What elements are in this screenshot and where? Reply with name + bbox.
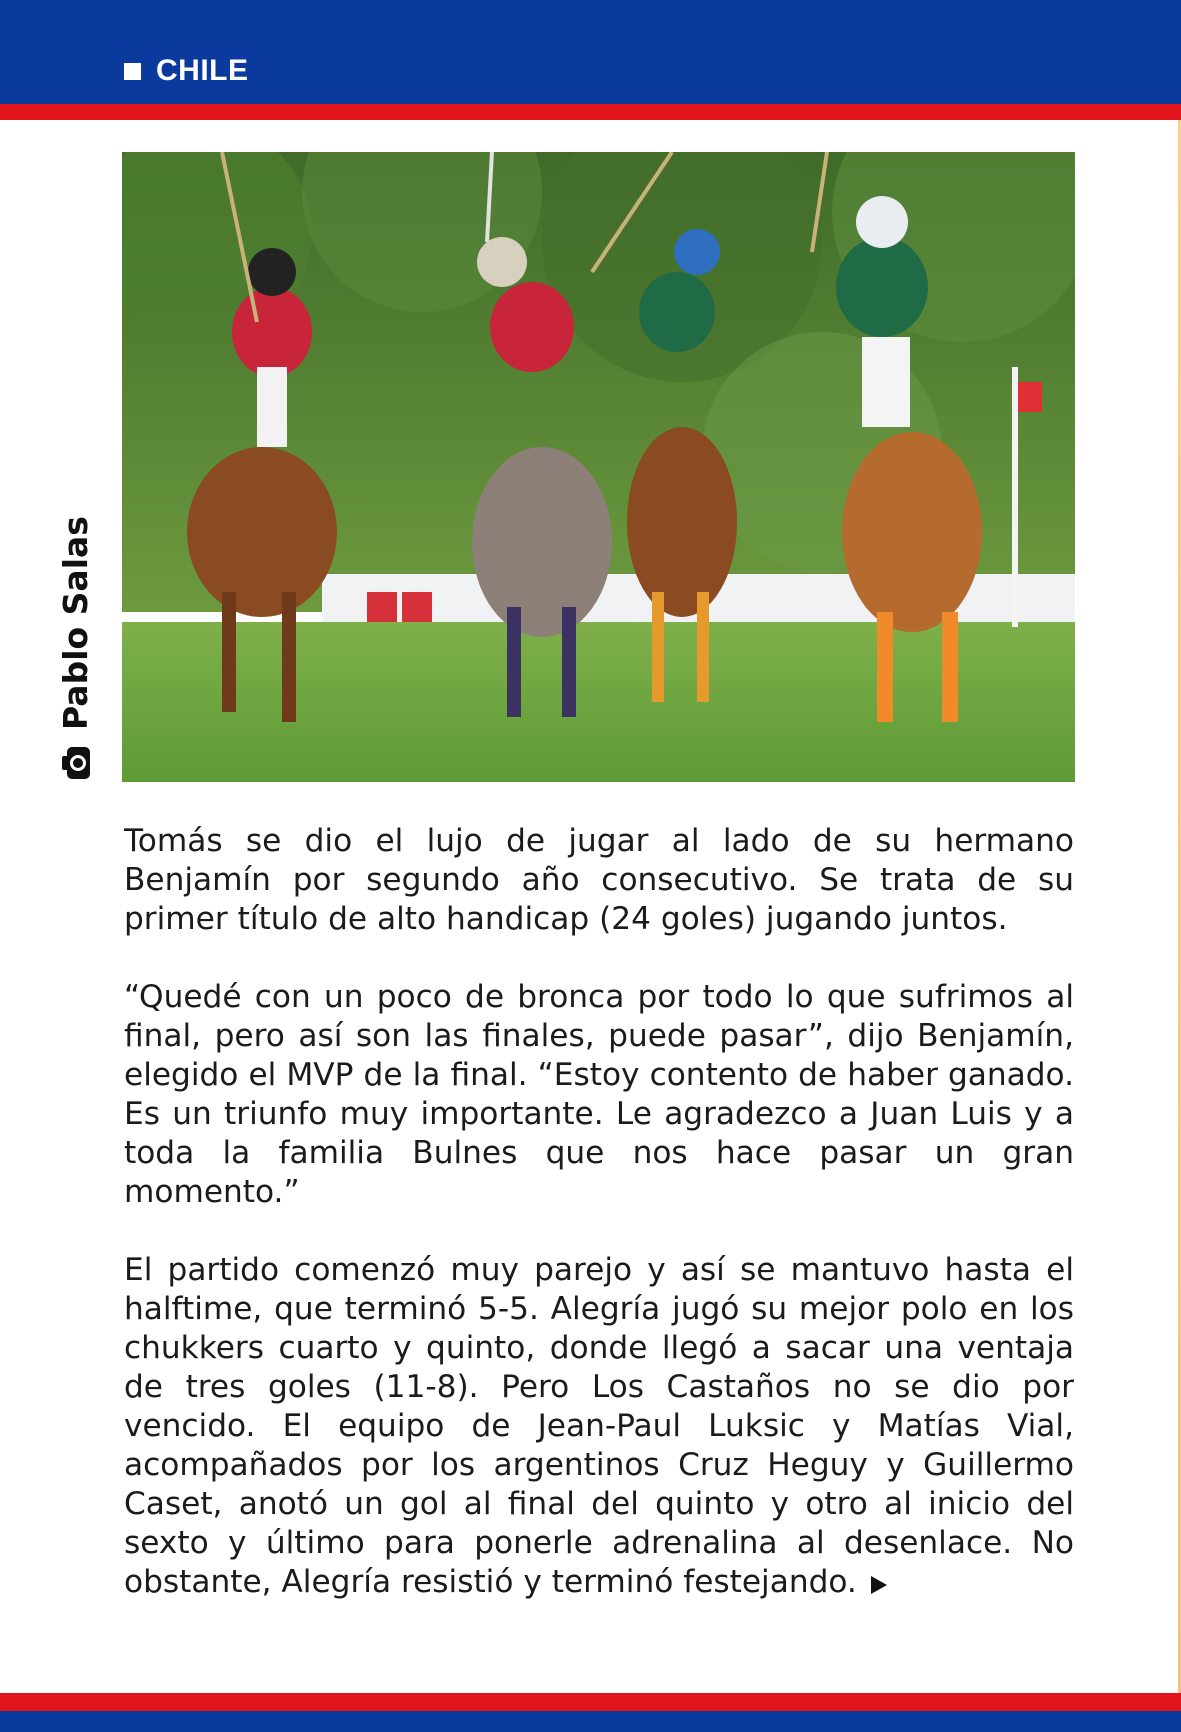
photo-credit-name: Pablo Salas: [56, 516, 95, 730]
paragraph-3: [124, 1251, 1074, 1602]
triangle-right-icon: [871, 1576, 887, 1594]
paragraph-3-text: El partido comenzó muy parejo y así se mantuvo hasta el halftime, que terminó 5-5. Alegría jugó su mejor polo en los chukkers cuarto y quinto, donde llegó a sacar una ventaja de tres goles (11-8). Pero Los Castaños no se dio por vencido. El equipo de Jean-Paul Luksic y Matías Vial, acompañados por los argentinos Cruz Heguy y Guillermo Caset, anotó un gol al final del quinto y otro al inicio del sexto y último para ponerle adrenalina al desenlace. No obstante, Alegría resistió y terminó festejando.: [124, 1252, 1074, 1600]
article-body: [124, 822, 1074, 1602]
footer-bar: [0, 1711, 1181, 1732]
header-bar: [0, 0, 1181, 104]
photo-credit: [56, 516, 116, 840]
footer-red-stripe: [0, 1693, 1181, 1711]
polo-match-photo: [122, 152, 1075, 782]
paragraph-1: Tomás se dio el lujo de jugar al lado de su hermano Benjamín por segundo año consecutivo. Se trata de su primer título de alto handicap (24 goles) jugando juntos.: [124, 823, 1074, 937]
camera-icon: [61, 746, 91, 780]
header-red-stripe: [0, 104, 1181, 120]
paragraph-2: “Quedé con un poco de bronca por todo lo que sufrimos al final, pero así son las finales, puede pasar”, dijo Benjamín, elegido el MVP de la final. “Estoy contento de haber ganado. Es un triunfo muy importante. Le agradezco a Juan Luis y a toda la familia Bulnes que nos hace pasar un gran momento.”: [124, 979, 1074, 1210]
square-bullet-icon: [124, 63, 141, 80]
section-tag: [124, 56, 249, 86]
section-label: CHILE: [156, 54, 249, 87]
